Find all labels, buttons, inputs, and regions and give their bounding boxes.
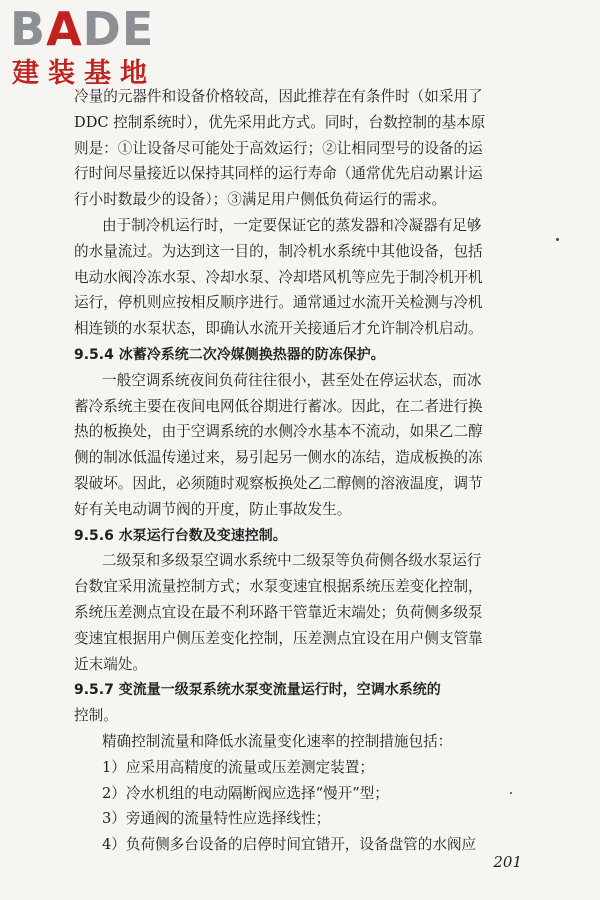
list-item: 3）旁通阀的流量特性应选择线性；: [102, 810, 331, 828]
logo-subtitle: 建装基地: [12, 58, 156, 89]
paragraph-first-line: 一般空调系统夜间负荷往往很小，甚至处在停运状态，而冰: [102, 371, 482, 389]
body-line: 行小时数最少的设备）；③满足用户侧低负荷运行的需求。: [74, 191, 447, 209]
body-line: 运行，停机则应按相反顺序进行。通常通过水流开关检测与冷机: [74, 294, 483, 312]
paragraph-first-line: 精确控制流量和降低水流量变化速率的控制措施包括：: [102, 733, 453, 750]
body-line: 侧的制冰低温传递过来，易引起另一侧水的冻结，造成板换的冻: [74, 449, 483, 467]
body-line: 的水量流过。为达到这一目的，制冷机水系统中其他设备，包括: [74, 242, 483, 260]
body-line: 热的板换处，由于空调系统的水侧冷水基本不流动，如果乙二醇: [74, 423, 483, 441]
body-line: 行时间尽量接近以保持其同样的运行寿命（通常优先启动累计运: [74, 165, 483, 183]
section-heading-9-5-6: 9.5.6 水泵运行台数及变速控制。: [74, 527, 287, 544]
paragraph-first-line: 由于制冷机运行时，一定要保证它的蒸发器和冷凝器有足够: [102, 217, 482, 234]
paragraph-first-line: 二级泵和多级泵空调水系统中二级泵等负荷侧各级水泵运行: [102, 552, 482, 570]
logo-wordmark: [10, 4, 154, 54]
section-heading-9-5-7: 9.5.7 变流量一级泵系统水泵变流量运行时，空调水系统的: [74, 682, 441, 699]
body-line: 台数宜采用流量控制方式；水泵变速宜根据系统压差变化控制，: [74, 578, 483, 596]
scan-speck: [556, 238, 559, 241]
body-line: 则是：①让设备尽可能处于高效运行；②让相同型号的设备的运: [74, 139, 483, 157]
logo-letter-a: A: [46, 2, 83, 56]
body-line: 系统压差测点宜设在最不利环路干管靠近末端处；负荷侧多级泵: [74, 604, 483, 621]
section-heading-9-5-4: 9.5.4 冰蓄冷系统二次冷媒侧换热器的防冻保护。: [74, 347, 385, 363]
body-line: 近末端处。: [74, 655, 147, 673]
body-line: 相连锁的水泵状态，即确认水流开关接通后才允许制冷机启动。: [74, 320, 483, 338]
page-number: 201: [493, 853, 522, 871]
list-item: 2）冷水机组的电动隔断阀应选择“慢开”型；: [102, 784, 389, 802]
body-line: 好有关电动调节阀的开度，防止事故发生。: [74, 500, 352, 518]
logo-letters-de: DE: [82, 2, 155, 56]
body-line: 变速宜根据用户侧压差变化控制，压差测点宜设在用户侧支管靠: [74, 629, 483, 647]
logo-letter-b: B: [10, 2, 47, 56]
list-item: 4）负荷侧多台设备的启停时间宜错开，设备盘管的水阀应: [102, 836, 477, 854]
bade-watermark-logo: [10, 4, 180, 96]
body-line: 控制。: [74, 707, 118, 725]
scan-speck: [510, 792, 512, 794]
body-line: 裂破坏。因此，必须随时观察板换处乙二醇侧的溶液温度，调节: [74, 475, 483, 492]
list-item: 1）应采用高精度的流量或压差测定装置；: [102, 758, 374, 776]
body-line: 冷量的元器件和设备价格较高，因此推荐在有条件时（如采用了: [74, 88, 483, 105]
body-line: 蓄冷系统主要在夜间电网低谷期进行蓄冰。因此，在二者进行换: [74, 397, 483, 415]
body-line: 电动水阀冷冻水泵、冷却水泵、冷却塔风机等应先于制冷机开机: [74, 268, 483, 286]
body-line: DDC 控制系统时），优先采用此方式。同时，台数控制的基本原: [74, 113, 486, 131]
